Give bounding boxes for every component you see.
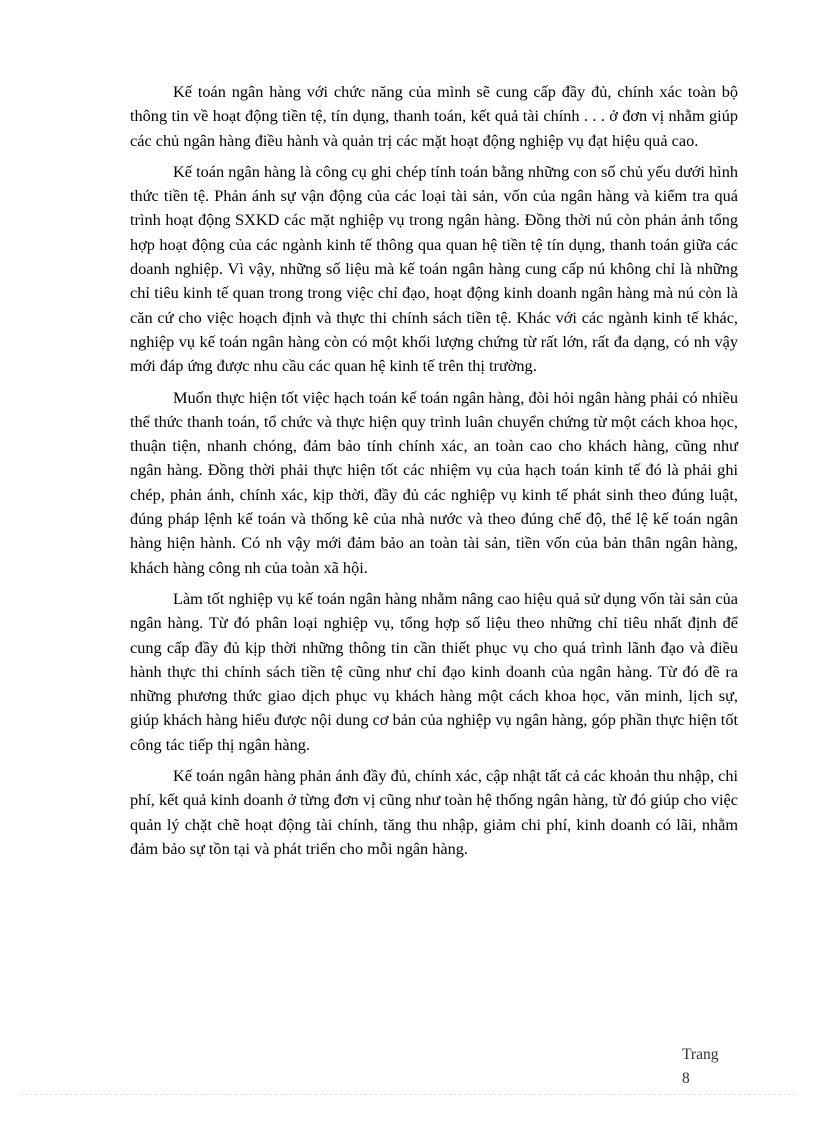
page-label: Trang	[682, 1046, 719, 1063]
paragraph-5: Kế toán ngân hàng phản ánh đầy đủ, chính xác, cập nhật tất cả các khoản thu nhập, chi phí, kết quả kinh doanh ở từng đơn vị cũng như toàn hệ thống ngân hàng, từ đó giúp cho việc quản lý chặt chẽ hoạt động tài chính, tăng thu nhập, giảm chi phí, kinh doanh có lãi, nhằm đảm bảo sự tồn tại và phát triển cho mỗi ngân hàng.	[130, 766, 739, 858]
paragraph-3: Muốn thực hiện tốt việc hạch toán kế toán ngân hàng, đòi hỏi ngân hàng phải có nhiều thể thức thanh toán, tổ chức và thực hiện quy trình luân chuyển chứng từ một cách khoa học, thuận tiện, nhanh chóng, đảm bảo tính chính xác, an toàn cao cho khách hàng, cũng như ngân hàng. Đồng thời phải thực hiện tốt các nhiệm vụ của hạch toán kinh tế đó là phải ghi chép, phản ánh, chính xác, kịp thời, đầy đủ các nghiệp vụ kinh tế phát sinh theo đúng luật, đúng pháp lệnh kế toán và thống kê của nhà nước và theo đúng chế độ, thể lệ kế toán ngân hàng hiện hành. Có nh vậy mới đảm bảo an toàn tài sản, tiền vốn của bản thân ngân hàng, khách hàng công nh của toàn xã hội.	[130, 387, 738, 577]
paragraph-2: Kế toán ngân hàng là công cụ ghi chép tính toán bằng những con số chủ yếu dưới hình thức tiền tệ. Phản ánh sự vận động của các loại tài sản, vốn của ngân hàng và kiểm tra quá trình hoạt động SXKD các mặt nghiệp vụ trong ngân hàng. Đồng thời nú còn phản ảnh tổng hợp hoạt động của các ngành kinh tế thông qua quan hệ tiền tệ tín dụng, thanh toán giữa các doanh nghiệp. Vì vậy, những số liệu mà kế toán ngân hàng cung cấp nú không chỉ là những chỉ tiêu kinh tế quan trong trong việc chỉ đạo, hoạt động kinh doanh ngân hàng mà nú còn là căn cứ cho việc hoạch định và thực thi chính sách tiền tệ. Khác với các ngành kinh tế khác, nghiệp vụ kế toán ngân hàng còn có một khối lượng chứng từ rất lớn, rất đa dạng, có nh vậy mới đáp ứng được nhu cầu các quan hệ kinh tế trên thị trường.	[130, 161, 738, 376]
page-divider	[20, 1094, 796, 1095]
document-body	[130, 80, 738, 868]
paragraph-1: Kế toán ngân hàng với chức năng của mình sẽ cung cấp đầy đủ, chính xác toàn bộ thông tin về hoạt động tiền tệ, tín dụng, thanh toán, kết quả tài chính . . . ở đơn vị nhằm giúp các chủ ngân hàng điều hành và quản trị các mặt hoạt động nghiệp vụ đạt hiệu quả cao.	[130, 82, 738, 150]
page-number-value: 8	[682, 1070, 690, 1083]
page-number	[682, 1043, 726, 1083]
paragraph-4: Làm tốt nghiệp vụ kế toán ngân hàng nhằm nâng cao hiệu quả sử dụng vốn tài sản của ngân hàng. Từ đó phân loại nghiệp vụ, tổng hợp số liệu theo những chỉ tiêu nhất định để cung cấp đầy đủ kịp thời những thông tin cần thiết phục vụ cho quá trình lãnh đạo và điều hành thực thi chính sách tiền tệ cũng như chỉ đạo kinh doanh của ngân hàng. Từ đó đề ra những phương thức giao dịch phục vụ khách hàng một cách khoa học, văn minh, lịch sự, giúp khách hàng hiểu được nội dung cơ bản của nghiệp vụ ngân hàng, góp phần thực hiện tốt công tác tiếp thị ngân hàng.	[130, 588, 738, 754]
